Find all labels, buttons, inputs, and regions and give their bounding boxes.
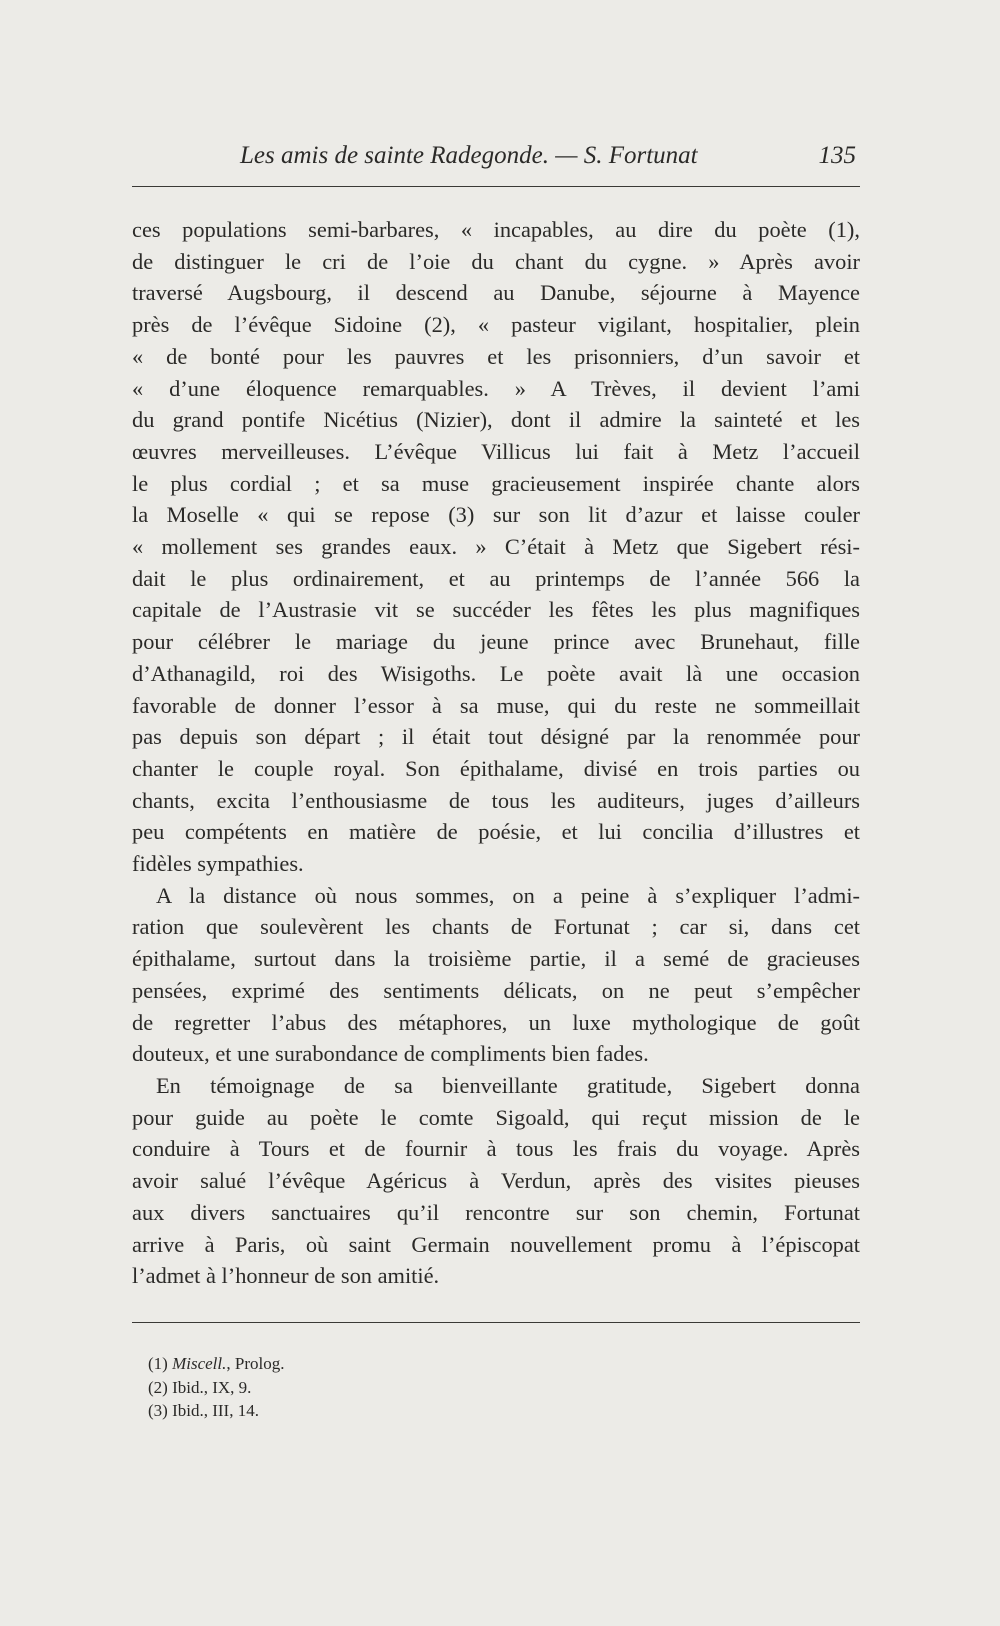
text-line: d’Athanagild, roi des Wisigoths. Le poète avait là une occasion xyxy=(132,660,860,686)
text-line: traversé Augsbourg, il descend au Danube, séjourne à Mayence xyxy=(132,280,860,306)
text-line: près de l’évêque Sidoine (2), « pasteur vigilant, hospitalier, plein xyxy=(132,312,860,338)
text-line: ration que soulevèrent les chants de Fortunat ; car si, dans cet xyxy=(132,914,860,940)
paragraph-2 xyxy=(132,880,860,1070)
text-line: pour guide au poète le comte Sigoald, qui reçut mission de le xyxy=(132,1104,860,1130)
text-line: fidèles sympathies. xyxy=(132,851,304,877)
running-title: Les amis de sainte Radegonde. — S. Fortunat xyxy=(240,142,698,169)
page-number: 135 xyxy=(818,142,856,169)
text-line: A la distance où nous sommes, on a peine à s’expliquer l’admi- xyxy=(156,882,860,908)
footnote-text: Ibid., IX, 9. xyxy=(172,1377,252,1397)
text-line: conduire à Tours et de fournir à tous les frais du voyage. Après xyxy=(132,1136,860,1162)
text-line: l’admet à l’honneur de son amitié. xyxy=(132,1263,440,1289)
text-line: le plus cordial ; et sa muse gracieusement inspirée chante alors xyxy=(132,470,860,496)
text-line: du grand pontife Nicétius (Nizier), dont il admire la sainteté et les xyxy=(132,407,860,433)
text-line: pas depuis son départ ; il était tout désigné par la renommée pour xyxy=(132,724,860,750)
text-line: chanter le couple royal. Son épithalame, divisé en trois parties ou xyxy=(132,755,860,781)
footnote-2 xyxy=(148,1376,648,1400)
footnote-3 xyxy=(148,1399,648,1423)
text-line: la Moselle « qui se repose (3) sur son lit d’azur et laisse couler xyxy=(132,502,860,528)
text-line: pensées, exprimé des sentiments délicats, on ne peut s’empêcher xyxy=(132,977,860,1003)
text-line: épithalame, surtout dans la troisième partie, il a semé de gracieuses xyxy=(132,946,860,972)
text-line: « de bonté pour les pauvres et les prisonniers, d’un savoir et xyxy=(132,343,860,369)
footnote-number: (3) xyxy=(148,1401,168,1421)
header-rule xyxy=(132,186,860,187)
body-text xyxy=(132,214,860,1292)
footnote-text: , Prolog. xyxy=(226,1354,285,1373)
text-line: ces populations semi-barbares, « incapables, au dire du poète (1), xyxy=(132,217,860,242)
running-head xyxy=(240,136,860,176)
footnote-reference: Miscell. xyxy=(172,1354,227,1373)
text-line: peu compétents en matière de poésie, et lui concilia d’illustres et xyxy=(132,819,860,845)
text-line: favorable de donner l’essor à sa muse, qui du reste ne sommeillait xyxy=(132,692,860,718)
text-line: En témoignage de sa bienveillante gratitude, Sigebert donna xyxy=(156,1072,860,1098)
text-line: « mollement ses grandes eaux. » C’était à Metz que Sigebert rési- xyxy=(132,534,860,560)
text-line: capitale de l’Austrasie vit se succéder les fêtes les plus magnifiques xyxy=(132,597,860,623)
paragraph-3 xyxy=(132,1070,860,1292)
text-line: avoir salué l’évêque Agéricus à Verdun, après des visites pieuses xyxy=(132,1168,860,1194)
text-line: « d’une éloquence remarquables. » A Trèves, il devient l’ami xyxy=(132,375,860,401)
paragraph-1 xyxy=(132,214,860,880)
footnote-1 xyxy=(148,1352,648,1376)
text-line: de regretter l’abus des métaphores, un luxe mythologique de goût xyxy=(132,1009,860,1035)
text-line: pour célébrer le mariage du jeune prince avec Brunehaut, fille xyxy=(132,629,860,655)
text-line: de distinguer le cri de l’oie du chant du cygne. » Après avoir xyxy=(132,248,860,274)
footnote-text: Ibid., III, 14. xyxy=(172,1401,259,1421)
footnotes xyxy=(148,1352,648,1423)
text-line: dait le plus ordinairement, et au printemps de l’année 566 la xyxy=(132,565,860,591)
text-line: aux divers sanctuaires qu’il rencontre sur son chemin, Fortunat xyxy=(132,1199,860,1225)
text-line: œuvres merveilleuses. L’évêque Villicus lui fait à Metz l’accueil xyxy=(132,438,860,464)
text-line: douteux, et une surabondance de compliments bien fades. xyxy=(132,1041,649,1067)
text-line: arrive à Paris, où saint Germain nouvellement promu à l’épiscopat xyxy=(132,1231,860,1257)
footnote-number: (1) xyxy=(148,1354,168,1373)
footnote-rule xyxy=(132,1322,860,1323)
text-line: chants, excita l’enthousiasme de tous les auditeurs, juges d’ailleurs xyxy=(132,787,860,813)
footnote-number: (2) xyxy=(148,1377,168,1397)
